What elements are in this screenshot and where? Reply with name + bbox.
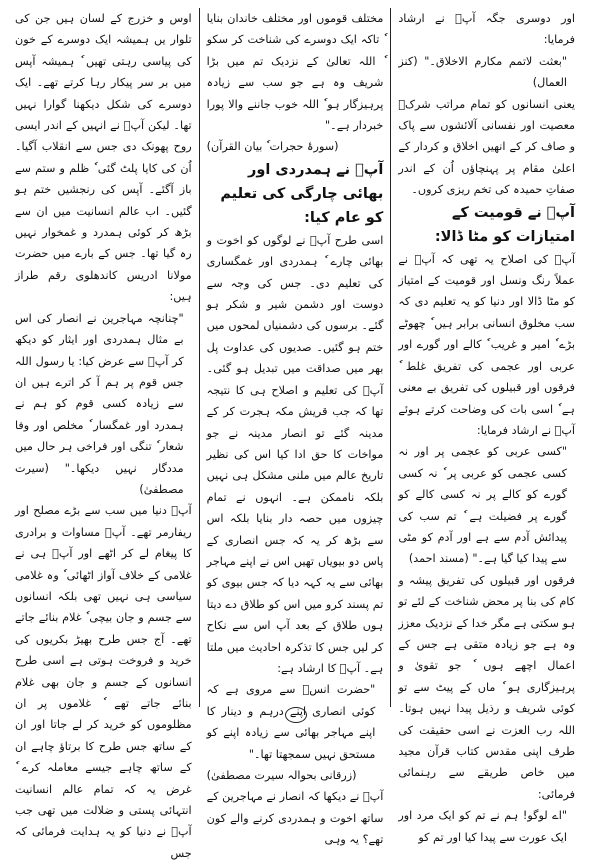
paragraph: مختلف قوموں اور مختلف خاندان بنایا ٗ تاکہ ایک دوسرے کی شناخت کر سکو ٗ اللہ تعالیٰ کے نزدیک تم میں بڑا شریف وہ ہے جو سب سے زیادہ پرہیزگار ہو ٗ اللہ خوب جاننے والا پورا خبردار ہے۔" (206, 12, 384, 133)
citation: (زرقانی بحوالہ سیرت مصطفیٰ) (206, 769, 357, 782)
citation: (سورۂ حجرات ٗ بیان القرآن) (206, 140, 339, 154)
paragraph: آپؐ کی اصلاح یہ تھی کہ آپؐ نے عملاً رنگ ونسل اور قومیت کے امتیاز کو مٹا ڈالا اور دنیا کو یہ تعلیم دی کہ سب مخلوق انسانی برابر ہیں ٗ چھوٹے بڑے ٗ امیر و غریب ٗ کالے اور گورے اور عربی اور عجمی کی تفریق غلط ٗ فرقوں اور قبیلوں کی تفریق بے معنی ہے ٗ اسی بات کی وضاحت کرتے ہوئے آپؐ نے ارشاد فرمایا: (398, 252, 575, 437)
column-middle (200, 8, 392, 847)
page-number (285, 707, 307, 723)
quotation: "بعثت لاتمم مکارم الاخلاق۔" (کنز العمال) (398, 54, 567, 90)
section-heading: آپؐ نے ہمدردی اور بھائی چارگی کی تعلیم کو عام کیا: (220, 161, 384, 226)
paragraph: آپؐ دنیا میں سب سے بڑے مصلح اور ریفارمر تھے۔ آپؐ مساوات و برادری کا پیغام لے کر اٹھے اور آپؐ ہی نے غلامی کے خلاف آواز اٹھائی ٗ وہ غلامی سیاسی ہی نہیں تھی بلکہ انسانوں سے جسم و جان بیچی ٗ غلام بنائے جاتے تھے۔ آج جس طرح بھیڑ بکریوں کی خرید و فروخت ہوتی ہے اسی طرح انسانوں کے جسم و جان بھی غلام بنائے جاتے تھے ٗ غلاموں پر ان مظلوموں کو خرید کر لے جاتا اور ان کے ساتھ جس طرح کا برتاؤ چاہے ان کے ساتھ چاہے جیسے معاملہ کرے ٗ غرض یہ کہ تمام عالم انسانیت انتہائی پستی و ضلالت میں تھی جب آپؐ نے دنیا کو یہ ہدایت فرمائی کہ جس (14, 504, 192, 860)
paragraph: اسی طرح آپؐ نے لوگوں کو اخوت و بھائی چارے ٗ ہمدردی اور غمگساری کی تعلیم دی۔ جس کی وجہ سے دوست اور دشمن شیر و شکر ہو گئے۔ برسوں کی دشمنیاں لمحوں میں ختم ہو گئیں۔ صدیوں کی عداوت پل بھر میں صداقت میں تبدیل ہو گئی۔ آپؐ کی تعلیم و اصلاح ہی کا نتیجہ تھا کہ جب قریش مکہ ہجرت کر کے مدینہ گئے تو انصار مدینہ نے جو مواخات کا حق ادا کیا اس کی نظیر تاریخ عالم میں ملنی مشکل ہی نہیں بلکہ ناممکن ہے۔ انہوں نے تمام چیزوں میں حصہ دار بنایا بلکہ اس سے بڑھ کر یہ کہ جس انصاری کے پاس دو بیویاں تھیں اس نے اپنے مہاجر بھائی سے یہ کہہ دیا کہ جس بیوی کو تم پسند کرو میں اس کو طلاق دے دیتا ہوں طلاق کے بعد آپ اس سے نکاح کر لیں جس کا تذکرہ احادیث میں ملتا ہے۔ آپؐ کا ارشاد ہے: (206, 233, 384, 675)
quotation: "حضرت انسؓ سے مروی ہے کہ کوئی انصاری اپنے درہم و دینار کا اپنے مہاجر بھائی سے زیادہ اپنے کو مستحق نہیں سمجھتا تھا۔" (206, 683, 376, 761)
column-left (8, 8, 200, 860)
paragraph: اور دوسری جگہ آپؐ نے ارشاد فرمایا: (398, 12, 575, 47)
paragraph: آپؐ نے دیکھا کہ انصار نے مہاجرین کے ساتھ اخوت و ہمدردی کرنے والے کون تھے؟ یہ وہی (206, 790, 384, 847)
section-heading: آپؐ نے قومیت کے امتیازات کو مٹا ڈالا: (434, 204, 575, 245)
quotation: "چنانچہ مہاجرین نے انصار کی اس بے مثال ہمدردی اور ایثار کو دیکھ کر آپؐ سے عرض کیا: یا رسول اللہ جس قوم پر ہم آ کر اترے ہیں ان سے زیادہ کسی قوم کو ہم نے ہمدرد اور غمگسار ٗ مخلص اور وفا شعار ٗ تنگی اور فراخی ہر حال میں مددگار نہیں دیکھا۔" (سیرت مصطفیٰ) (14, 311, 184, 496)
paragraph: فرقوں اور قبیلوں کی تفریق پیشہ و کام کی بنا پر محض شناخت کے لئے تو ہو سکتی ہے مگر خدا کے نزدیک معزز وہ ہے جو زیادہ متقی ہے جس کے اعمال اچھے ہوں ٗ جو تقویٰ و پرہیزگاری ہو ٗ ماں کے پیٹ سے تو کوئی شریف و رذیل پیدا نہیں ہوتا۔ اللہ رب العزت نے اسی حقیقت کی طرف اپنی مقدس کتاب قرآن مجید میں خاص طریقے سے رہنمائی فرمائی: (398, 573, 575, 801)
quotation: "کسی عربی کو عجمی پر اور نہ کسی عجمی کو عربی پر ٗ نہ کسی گورے کو کالے پر نہ کسی کالے کو گورے پر فضیلت ہے ٗ تم سب کی پیدائش آدم سے ہے اور آدم کو مٹی سے پیدا کیا گیا ہے۔" (مسند احمد) (398, 445, 567, 566)
quotation: "اے لوگو! ہم نے تم کو ایک مرد اور ایک عورت سے پیدا کیا اور تم کو (398, 809, 567, 844)
paragraph: اوس و خزرج کے لسان ہیں جن کی تلوار یں ہمیشہ ایک دوسرے کے خون کی پیاسی رہتی تھیں ٗ ہمیشہ آپس میں بر سر پیکار رہا کرتے تھے۔ ایک دوسرے کی شکل دیکھنا گوارا نہیں تھا۔ لیکن آپؐ نے انہیں کے اندر ایسی روح پھونک دی جس سے انقلاب آگیا۔ اُن کی کایا پلٹ گئی ٗ ظلم و ستم سے باز آگئے۔ آپس کی رنجشیں ختم ہو گئیں۔ اب عالم انسانیت میں ان سے بڑھ کر کوئی ہمدرد و غمخوار نہیں رہ گیا تھا۔ جس کے بارے میں حضرت مولانا ادریس کاندھلوی رقم طراز ہیں: (14, 12, 192, 304)
column-right (391, 8, 582, 844)
paragraph: یعنی انسانوں کو تمام مراتب شرکؔ معصیت اور نفسانی آلائشوں سے پاک و صاف کر کے انھیں اخلاق و کردار کے اعلیٰ مقام پر پہنچاؤں اُن کے اندر صفاتِ حمیدہ کی تخم ریزی کروں۔ (398, 97, 575, 197)
